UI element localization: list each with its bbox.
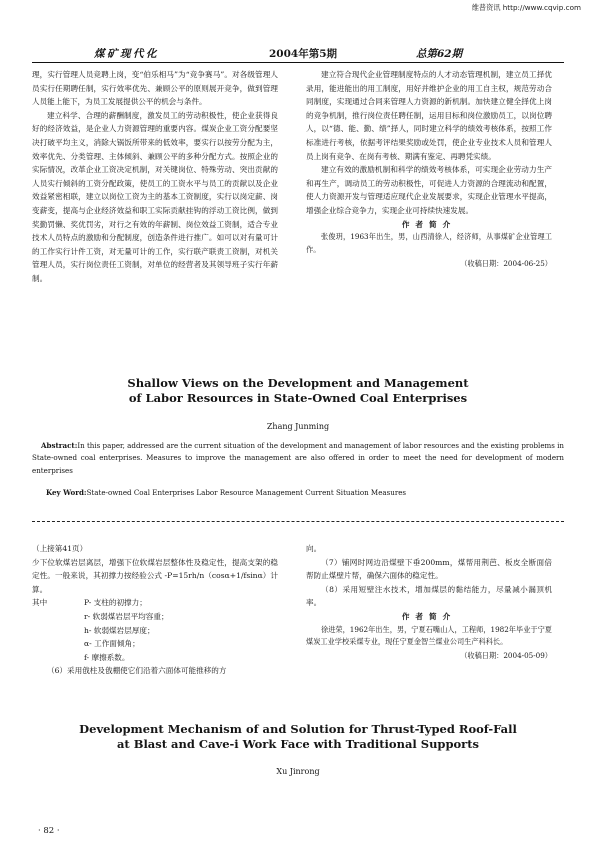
formula-var: h- 软弱煤岩层厚度； <box>84 625 155 635</box>
header-rule <box>32 62 564 63</box>
abstract-text: In this paper, addressed are the current situation of the development and management of labor resources and the existing problems in State-owned coal enterprises. Measures to improve the management are also offered in order to meet the need for development of modern enterprises <box>32 441 564 475</box>
abstract-label: Abstract: <box>41 441 78 450</box>
formula-var: f- 摩擦系数。 <box>84 652 130 662</box>
article1-right-column <box>306 68 552 270</box>
article2-paragraph: （6）采用戗柱及戗棚使它们沿着六面体可能推移的方 <box>47 666 227 676</box>
formula-legend <box>32 596 278 664</box>
keywords-text: State-owned Coal Enterprises Labor Resource Management Current Situation Measures <box>86 488 407 497</box>
article1-paragraph: 建立有效的激励机制和科学的绩效考核体系，可实现企业劳动力生产和再生产，调动员工的劳动积极性，可促进人力资源的合理流动和配置，使人力资源开发与管理适应现代企业发展要求，实现企业管理水平提高，增强企业综合竞争力，实现企业可持续快速发展。 <box>306 165 552 215</box>
article2-left-column <box>32 542 278 678</box>
article2-paragraph: 向。 <box>306 544 322 553</box>
article2-paragraph: 少下位软煤岩层离层，增强下位软煤岩层整体性及稳定性，提高支架的稳定性。一般来说，其初撑力按经验公式 -P=15rh/n（cosα+1/fsinα）计算。 <box>32 557 278 594</box>
article1-english-title <box>32 376 564 406</box>
article2-english-title <box>32 722 564 752</box>
article1-paragraph: 建立科学、合理的薪酬制度，激发员工的劳动积极性，使企业获得良好的经济效益，是企业人力资源管理的重要内容。煤炭企业工资分配要坚决打破平均主义，消除大锅饭所带来的低效率，要实行以按劳分配为主，效率优先、分类管理、主体倾斜、兼顾公平的多种分配方式。按照企业的实际情况，改革企业工资决定机制，对关键岗位、特殊劳动、突出贡献的人员实行倾斜的工资分配政策，使员工的工资水平与员工的贡献以及企业效益紧密相联，建立以岗位工资为主的基本工资制度，实行以岗定薪、岗变薪变，提高与企业经济效益和职工实际贡献挂钩的浮动工资比例，做到奖勤罚懒、奖优罚劣，对行之有效的年薪制、岗位效益工资制，适合专业技术人员特点的激励和分配制度，创造条件进行推广。如可以对有量可计的工作实行计件工资，对无量可计的工作，实行联产联责工资制，对机关管理人员，实行岗位责任工资制，对单位的经营者及其领导班子实行年薪制。 <box>32 110 278 283</box>
article2-paragraph: （8）采用短壁注水技术，增加煤层的黏结能力，尽量减小漏顶机率。 <box>306 584 552 608</box>
article1-english-author: Zhang Junming <box>266 422 330 431</box>
running-header <box>32 46 564 60</box>
article-separator <box>32 521 564 524</box>
article1-left-column <box>32 68 278 286</box>
title-line: of Labor Resources in State-Owned Coal Enterprises <box>128 391 468 405</box>
keywords-label: Key Word: <box>46 488 87 497</box>
watermark: 维普资讯 http://www.cqvip.com <box>471 3 581 12</box>
title-line: Development Mechanism of and Solution for Thrust-Typed Roof-Fall <box>79 722 517 736</box>
total-issue-label: 总第62期 <box>416 48 463 60</box>
formula-var: α- 工作面倾角； <box>84 639 140 649</box>
article1-abstract <box>32 440 564 477</box>
article1-paragraph: 理，实行管理人员竞聘上岗，变“伯乐相马”为“竞争赛马”。对各级管理人员实行任期聘任制，实行效率优先、兼顾公平的原则展开竞争，做到管理人员能上能下，为员工发展提供公平的机会与条件。 <box>32 70 278 107</box>
issue-label: 2004年第5期 <box>269 48 338 60</box>
article2-paragraph: （7）铺网时网边沿煤壁下垂200mm，煤帮用荆芭、板皮全断面倍帮防止煤壁片帮，确保六面体的稳定性。 <box>306 557 552 581</box>
journal-name: 煤矿现代化 <box>94 48 159 60</box>
continued-note: （上接第41页） <box>32 544 88 553</box>
title-line: Shallow Views on the Development and Management <box>127 376 469 390</box>
page-number: · 82 · <box>38 826 60 836</box>
article1-received-date: （收稿日期：2004-06-25） <box>460 258 552 268</box>
formula-var: P- 支柱的初撑力； <box>84 598 147 608</box>
article2-received-date: （收稿日期：2004-05-09） <box>460 651 552 661</box>
title-line: at Blast and Cave-i Work Face with Traditional Supports <box>116 737 480 751</box>
article1-keywords <box>46 488 406 497</box>
article2-right-column <box>306 542 552 663</box>
article1-author-bio: 张俊玥，1963年出生，男，山西清徐人，经济师，从事煤矿企业管理工作。 <box>306 232 552 254</box>
article1-author-bio-heading: 作者简介 <box>401 219 457 229</box>
formula-var: r- 软弱煤岩层平均容重； <box>84 611 169 621</box>
article1-paragraph: 建立符合现代企业管理制度特点的人才动态管理机制，建立员工择优录用，能进能出的用工制度，用好并维护企业的用工自主权，规范劳动合同制度，实现通过合同来管理人力资源的新机制。加快建立健全择优上岗的竞争机制，推行岗位责任聘任制，运用目标和岗位激励员工，以岗位聘人，以“德、能、勤、绩”择人，同时建立科学的绩效考核体系，按照工作标准进行考核，依据考评结果奖励或处罚，使企业专业技术人员和管理人员上岗有竞争、在岗有考核、期满有鉴定、再聘凭实绩。 <box>306 70 552 161</box>
where-label: 其中 <box>32 598 48 608</box>
article2-author-bio: 徐进荣，1962年出生，男，宁夏石嘴山人，工程师，1982年毕业于宁夏煤炭工业学校采煤专业，现任宁夏金智兰煤业公司生产科科长。 <box>306 624 552 647</box>
article2-author-bio-heading: 作者简介 <box>401 611 457 621</box>
article2-english-author: Xu Jinrong <box>276 767 320 776</box>
